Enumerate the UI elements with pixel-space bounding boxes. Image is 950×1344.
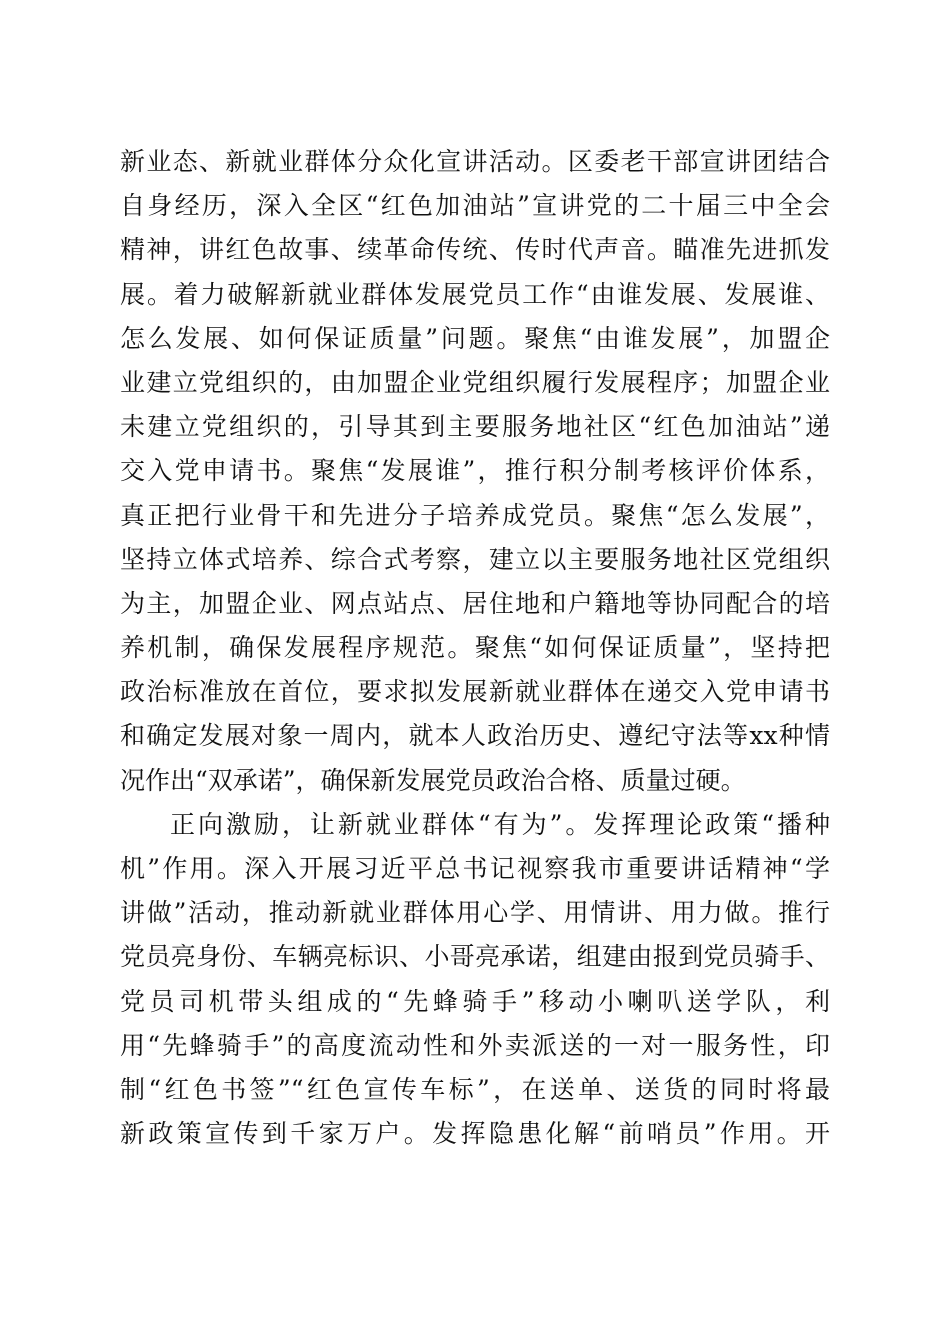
text-line: 养机制，确保发展程序规范。聚焦“如何保证质量”，坚持把 — [120, 633, 830, 663]
text-line: 机”作用。深入开展习近平总书记视察我市重要讲话精神“学 — [120, 854, 830, 883]
text-line: 精神，讲红色故事、续革命传统、传时代声音。瞄准先进抓发 — [120, 235, 830, 265]
text-line: 政治标准放在首位，要求拟发展新就业群体在递交入党申请书 — [120, 677, 830, 707]
text-line: 怎么发展、如何保证质量”问题。聚焦“由谁发展”，加盟企 — [120, 323, 830, 353]
text-line: 为主，加盟企业、网点站点、居住地和户籍地等协同配合的培 — [120, 588, 830, 618]
text-line: 新业态、新就业群体分众化宣讲活动。区委老干部宣讲团结合 — [120, 147, 830, 176]
text-line: 交入党申请书。聚焦“发展谁”，推行积分制考核评价体系， — [120, 456, 830, 486]
text-line: 用“先蜂骑手”的高度流动性和外卖派送的一对一服务性，印 — [120, 1030, 830, 1060]
text-line: 未建立党组织的，引导其到主要服务地社区“红色加油站”递 — [120, 412, 830, 442]
text-line: 和确定发展对象一周内，就本人政治历史、遵纪守法等xx种情 — [120, 721, 830, 751]
text-line-paragraph-end: 况作出“双承诺”，确保新发展党员政治合格、质量过硬。 — [120, 765, 746, 795]
body-text — [120, 140, 830, 1156]
text-line: 真正把行业骨干和先进分子培养成党员。聚焦“怎么发展”， — [120, 500, 830, 530]
text-line: 自身经历，深入全区“红色加油站”宣讲党的二十届三中全会 — [120, 191, 830, 221]
text-line: 业建立党组织的，由加盟企业党组织履行发展程序；加盟企业 — [120, 367, 830, 397]
text-line: 讲做”活动，推动新就业群体用心学、用情讲、用力做。推行 — [120, 898, 830, 928]
text-line: 展。着力破解新就业群体发展党员工作“由谁发展、发展谁、 — [120, 279, 830, 309]
text-line: 制“红色书签”“红色宣传车标”，在送单、送货的同时将最 — [120, 1074, 830, 1104]
text-line: 新政策宣传到千家万户。发挥隐患化解“前哨员”作用。开 — [120, 1119, 830, 1149]
text-line: 党员亮身份、车辆亮标识、小哥亮承诺，组建由报到党员骑手、 — [120, 942, 830, 972]
text-line: 坚持立体式培养、综合式考察，建立以主要服务地社区党组织 — [120, 544, 830, 574]
text-line: 党员司机带头组成的“先蜂骑手”移动小喇叭送学队，利 — [120, 986, 830, 1016]
text-line-paragraph-start: 正向激励，让新就业群体“有为”。发挥理论政策“播种 — [170, 809, 830, 839]
